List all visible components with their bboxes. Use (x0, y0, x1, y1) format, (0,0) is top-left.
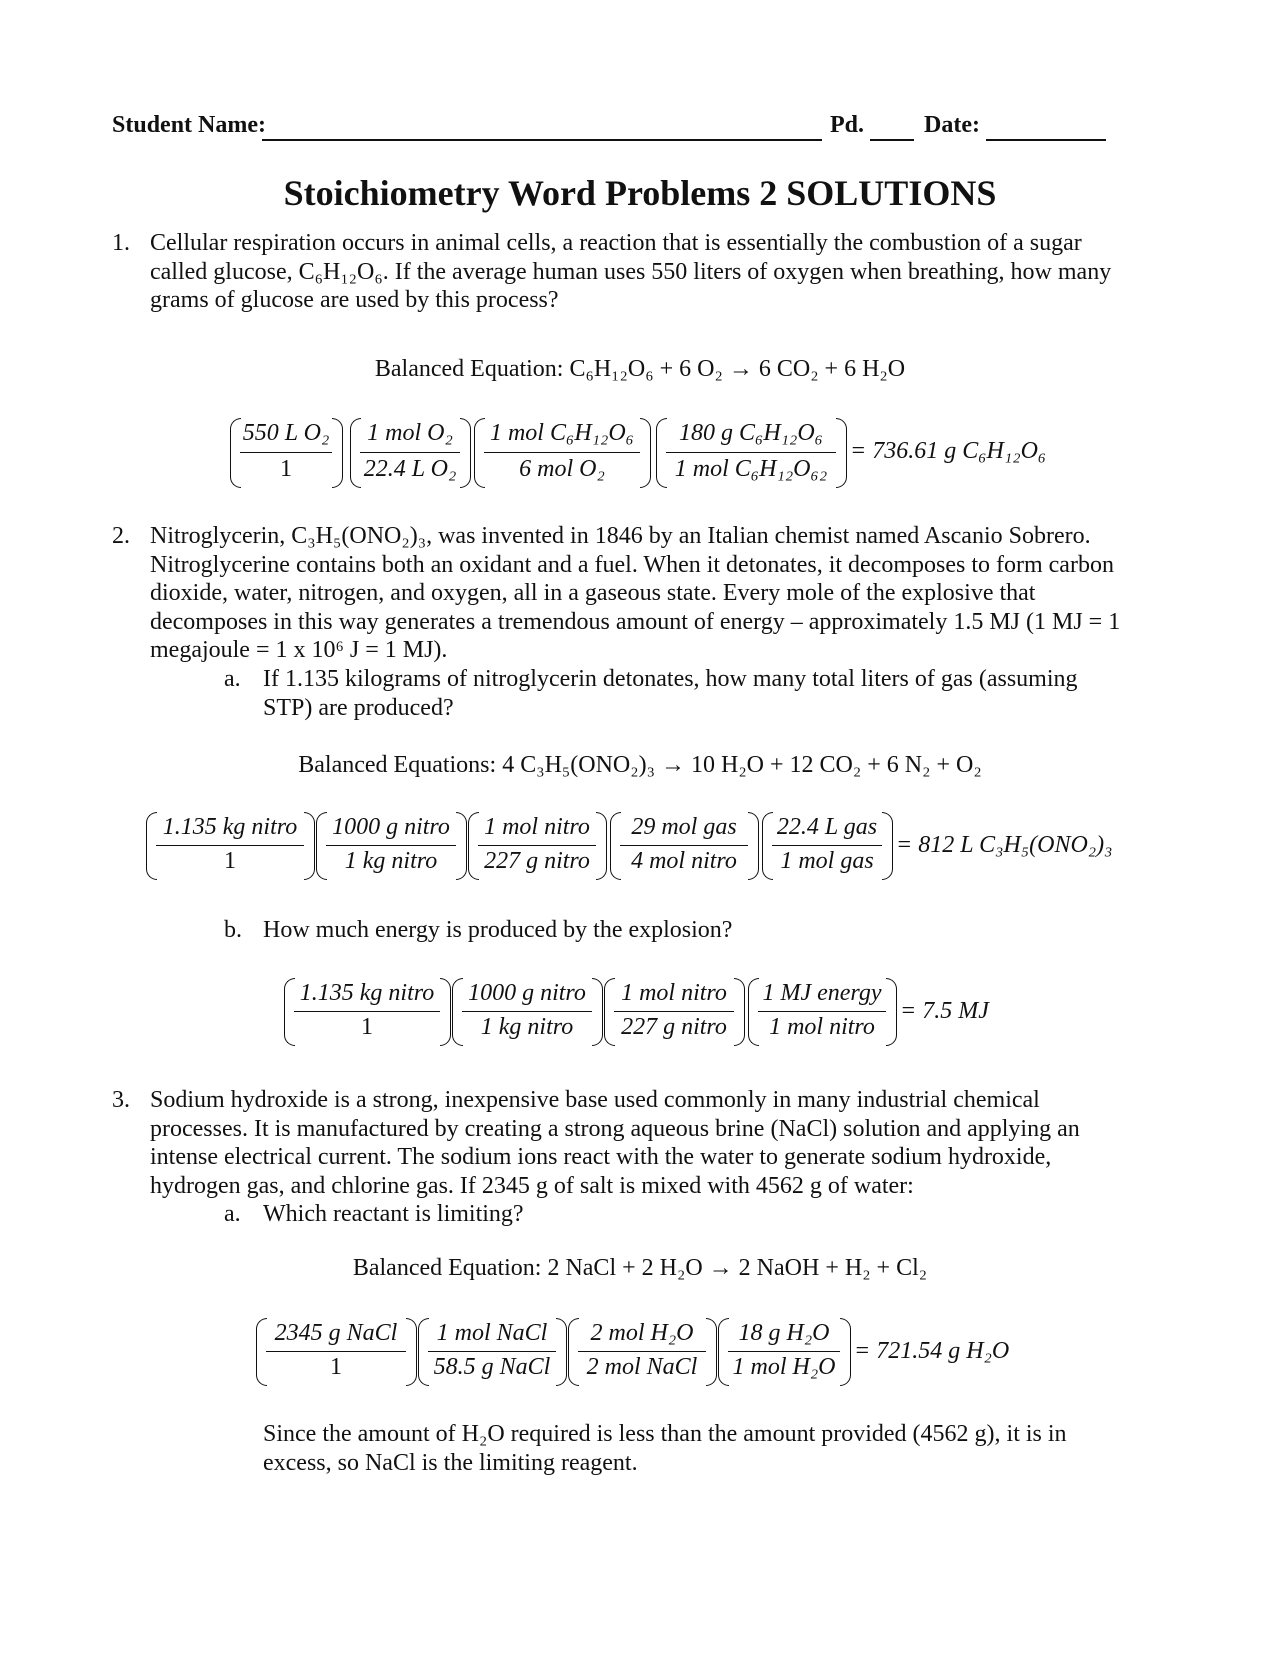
right-paren (748, 812, 759, 880)
question-2-text (150, 522, 1180, 665)
factor-2-numerator: 1 mol O₂ (367, 420, 453, 446)
question-2a-line: If 1.135 kilograms of nitroglycerin detonates, how many total liters of gas (assuming (263, 666, 1078, 692)
factor-3-denominator: 2 mol NaCl (586, 1354, 698, 1380)
question-1-line: called glucose, C₆H₁₂O₆. If the average human uses 550 liters of oxygen when breathing, how many (150, 258, 1112, 285)
factor-4-numerator: 29 mol gas (631, 814, 737, 840)
factor-2 (462, 978, 592, 1044)
question-2-line: megajoule = 1 x 10⁶ J = 1 MJ). (150, 637, 448, 663)
question-3a-letter: a. (224, 1201, 241, 1227)
factor-4 (666, 418, 836, 486)
question-1-number: 1. (112, 230, 130, 256)
factor-3-numerator: 1 mol C₆H₁₂O₆ (489, 420, 635, 446)
period-blank[interactable] (870, 139, 914, 141)
question-1-balanced-equation: Balanced Equation: C₆H₁₂O₆ + 6 O₂ → 6 CO₂ + 6 H₂O (374, 356, 906, 382)
factor-3 (484, 418, 640, 486)
right-paren (592, 978, 603, 1046)
factor-3 (578, 1318, 706, 1384)
question-3-result: = 721.54 g H₂O (854, 1338, 1010, 1364)
question-3-line: Sodium hydroxide is a strong, inexpensive base used commonly in many industrial chemical (150, 1087, 1040, 1113)
question-3-line: intense electrical current. The sodium ions react with the water to generate sodium hydroxide, (150, 1144, 1052, 1170)
factor-5-denominator: 1 mol gas (780, 848, 874, 874)
factor-2-numerator: 1000 g nitro (332, 814, 450, 840)
factor-4-denominator: 1 mol C₆H₁₂O₆₂ (674, 456, 828, 482)
question-1-line: Cellular respiration occurs in animal cells, a reaction that is essentially the combustion of a sugar (150, 230, 1082, 256)
factor-1-denominator: 1 (280, 456, 292, 482)
factor-1 (240, 418, 332, 486)
question-2b-text: How much energy is produced by the explosion? (263, 917, 733, 943)
right-paren (460, 418, 471, 488)
right-paren (440, 978, 451, 1046)
factor-1-denominator: 1 (224, 848, 236, 874)
question-1-line: grams of glucose are used by this process? (150, 287, 559, 313)
factor-2-denominator: 1 kg nitro (344, 848, 438, 874)
factor-2 (428, 1318, 556, 1384)
period-label: Pd. (830, 112, 865, 138)
header (112, 112, 1162, 144)
factor-3-denominator: 6 mol O₂ (519, 456, 605, 482)
factor-4-numerator: 18 g H₂O (738, 1320, 830, 1346)
right-paren (406, 1318, 417, 1386)
right-paren (556, 1318, 567, 1386)
right-paren (332, 418, 343, 488)
factor-4-numerator: 180 g C₆H₁₂O₆ (678, 420, 824, 446)
question-3-text (150, 1086, 1180, 1200)
factor-4-denominator: 1 mol nitro (769, 1014, 875, 1040)
factor-4-denominator: 1 mol H₂O (732, 1354, 836, 1380)
factor-1-numerator: 550 L O₂ (242, 420, 330, 446)
factor-1 (266, 1318, 406, 1384)
factor-1-numerator: 1.135 kg nitro (162, 814, 298, 840)
factor-1-denominator: 1 (330, 1354, 342, 1380)
factor-1-numerator: 1.135 kg nitro (299, 980, 435, 1006)
question-1-text (150, 229, 1180, 315)
factor-2-numerator: 1000 g nitro (468, 980, 586, 1006)
factor-3 (614, 978, 734, 1044)
factor-2-denominator: 58.5 g NaCl (433, 1354, 551, 1380)
question-2-balanced-equation: Balanced Equations: 4 C₃H₅(ONO₂)₃ → 10 H₂O + 12 CO₂ + 6 N₂ + O₂ (298, 752, 982, 778)
question-2b-letter: b. (224, 917, 242, 943)
factor-2 (326, 812, 456, 878)
question-2-number: 2. (112, 523, 130, 549)
factor-1 (294, 978, 440, 1044)
factor-4 (758, 978, 886, 1044)
factor-5-numerator: 22.4 L gas (776, 814, 878, 840)
factor-3-denominator: 227 g nitro (484, 848, 590, 874)
student-name-blank[interactable] (262, 139, 822, 141)
factor-4 (620, 812, 748, 878)
question-2b-result: = 7.5 MJ (900, 998, 989, 1024)
factor-3 (478, 812, 596, 878)
right-paren (836, 418, 847, 488)
factor-1 (156, 812, 304, 878)
factor-1-denominator: 1 (361, 1014, 373, 1040)
right-paren (640, 418, 651, 488)
factor-2-numerator: 1 mol NaCl (436, 1320, 548, 1346)
factor-4-numerator: 1 MJ energy (762, 980, 882, 1006)
factor-3-numerator: 1 mol nitro (484, 814, 590, 840)
question-2-line: Nitroglycerine contains both an oxidant and a fuel. When it detonates, it decomposes to form carbon (150, 551, 1114, 578)
factor-1-numerator: 2345 g NaCl (274, 1320, 398, 1346)
factor-2-denominator: 22.4 L O₂ (363, 456, 457, 482)
question-3-number: 3. (112, 1087, 130, 1113)
page-title: Stoichiometry Word Problems 2 SOLUTIONS (283, 173, 997, 213)
question-2-line: decomposes in this way generates a tremendous amount of energy – approximately 1.5 MJ (1 MJ = 1 (150, 608, 1121, 635)
question-3-line: processes. It is manufactured by creating a strong aqueous brine (NaCl) solution and applying an (150, 1115, 1080, 1142)
conclusion-line: Since the amount of H₂O required is less than the amount provided (4562 g), it is in (263, 1421, 1067, 1447)
right-paren (456, 812, 467, 880)
right-paren (840, 1318, 851, 1386)
date-blank[interactable] (986, 139, 1106, 141)
question-2-line: dioxide, water, nitrogen, and oxygen, all in a gaseous state. Every mole of the explosive that (150, 580, 1036, 606)
question-2a-text (263, 665, 1163, 722)
question-2a-letter: a. (224, 666, 241, 692)
factor-4 (728, 1318, 840, 1384)
question-2a-result: = 812 L C₃H₅(ONO₂)₃ (896, 832, 1113, 858)
conclusion-line: excess, so NaCl is the limiting reagent. (263, 1449, 638, 1476)
student-name-label: Student Name: (112, 112, 266, 138)
question-3-conclusion (263, 1420, 1163, 1477)
question-3-line: hydrogen gas, and chlorine gas. If 2345 g of salt is mixed with 4562 g of water: (150, 1172, 914, 1199)
right-paren (304, 812, 315, 880)
question-2a-line: STP) are produced? (263, 694, 454, 721)
factor-4-denominator: 4 mol nitro (631, 848, 737, 874)
date-label: Date: (924, 112, 980, 138)
factor-2 (360, 418, 460, 486)
question-3-balanced-equation: Balanced Equation: 2 NaCl + 2 H₂O → 2 NaOH + H₂ + Cl₂ (352, 1255, 928, 1281)
question-1-result: = 736.61 g C₆H₁₂O₆ (850, 438, 1047, 464)
right-paren (882, 812, 893, 880)
factor-3-numerator: 2 mol H₂O (590, 1320, 694, 1346)
right-paren (596, 812, 607, 880)
question-2-line: Nitroglycerin, C₃H₅(ONO₂)₃, was invented in 1846 by an Italian chemist named Ascanio Sobrero. (150, 523, 1091, 549)
right-paren (734, 978, 745, 1046)
right-paren (886, 978, 897, 1046)
factor-3-numerator: 1 mol nitro (621, 980, 727, 1006)
right-paren (706, 1318, 717, 1386)
factor-3-denominator: 227 g nitro (621, 1014, 727, 1040)
factor-5 (772, 812, 882, 878)
question-3a-text: Which reactant is limiting? (263, 1201, 524, 1227)
factor-2-denominator: 1 kg nitro (480, 1014, 574, 1040)
